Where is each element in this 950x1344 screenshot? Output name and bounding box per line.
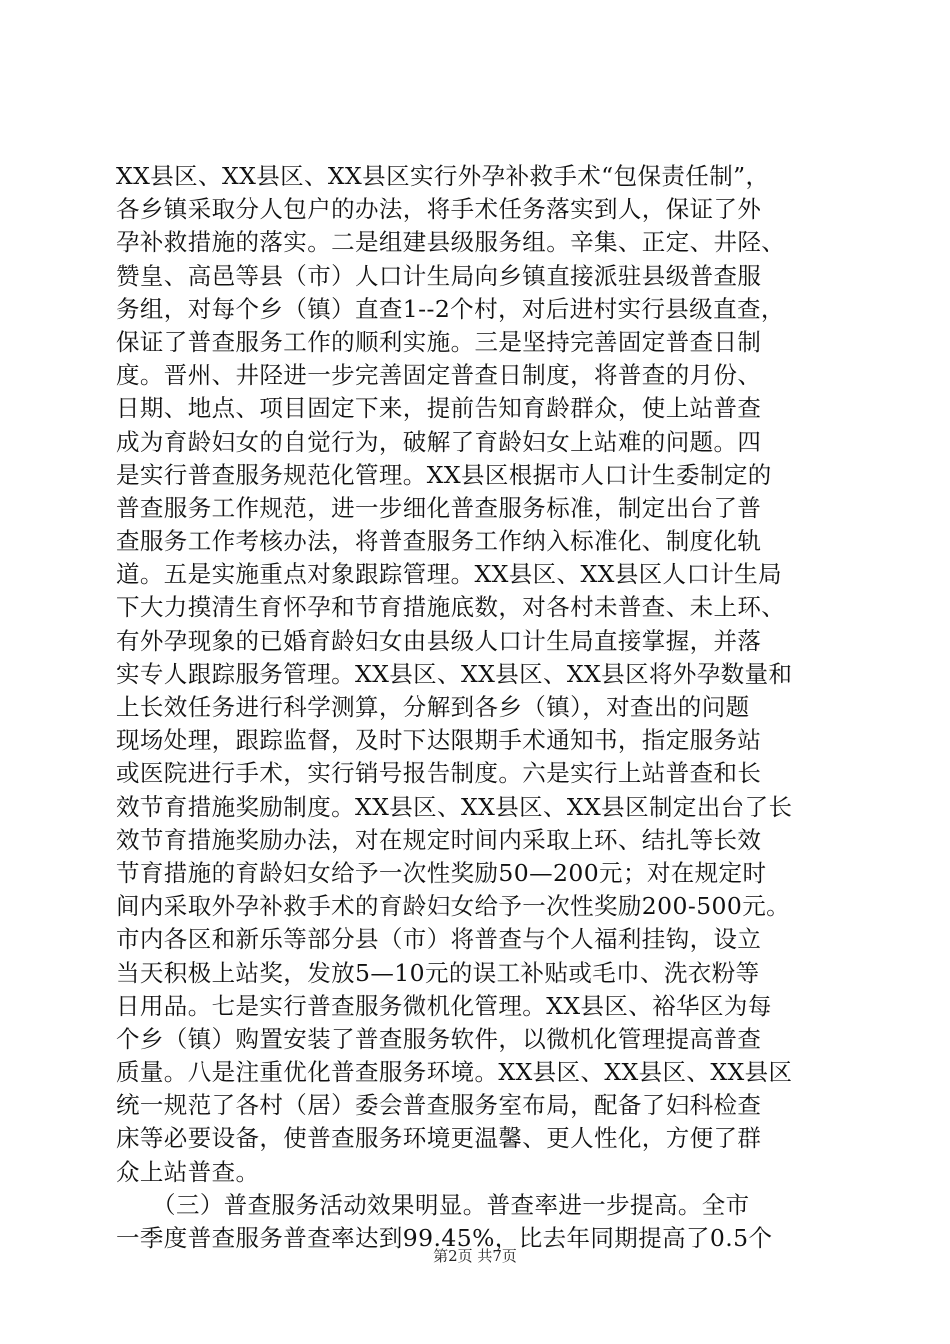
text-line: 实专人跟踪服务管理。XX县区、XX县区、XX县区将外孕数量和	[116, 659, 793, 688]
text-line: 当天积极上站奖，发放5—10元的误工补贴或毛巾、洗衣粉等	[116, 958, 760, 987]
text-line: 市内各区和新乐等部分县（市）将普查与个人福利挂钩，设立	[116, 925, 762, 954]
text-line: 个乡（镇）购置安装了普查服务软件，以微机化管理提高普查	[116, 1024, 762, 1053]
text-line: 上长效任务进行科学测算，分解到各乡（镇），对查出的问题	[116, 693, 750, 721]
text-line: XX县区、XX县区、XX县区实行外孕补救手术“包保责任制”，	[116, 162, 770, 190]
text-line: 或医院进行手术，实行销号报告制度。六是实行上站普查和长	[116, 759, 762, 788]
page-footer: 第2页 共7页	[433, 1247, 517, 1265]
text-line: 节育措施的育龄妇女给予一次性奖励50—200元；对在规定时	[116, 858, 767, 887]
text-line: 普查服务工作规范，进一步细化普查服务标准，制定出台了普	[116, 493, 762, 522]
text-line: （三）普查服务活动效果明显。普查率进一步提高。全市	[116, 1190, 750, 1219]
text-line: 效节育措施奖励办法，对在规定时间内采取上环、结扎等长效	[116, 825, 762, 854]
text-line: 赞皇、高邑等县（市）人口计生局向乡镇直接派驻县级普查服	[116, 261, 762, 290]
text-line: 下大力摸清生育怀孕和节育措施底数，对各村未普查、未上环、	[116, 593, 786, 622]
text-line: 度。晋州、井陉进一步完善固定普查日制度，将普查的月份、	[116, 361, 762, 390]
text-line: 是实行普查服务规范化管理。XX县区根据市人口计生委制定的	[116, 460, 772, 489]
text-line: 众上站普查。	[116, 1157, 260, 1186]
text-line: 有外孕现象的已婚育龄妇女由县级人口计生局直接掌握，并落	[116, 626, 762, 655]
text-line: 间内采取外孕补救手术的育龄妇女给予一次性奖励200-500元。	[116, 892, 791, 921]
text-line: 一季度普查服务普查率达到99.45%，比去年同期提高了0.5个	[116, 1224, 773, 1252]
text-line: 孕补救措施的落实。二是组建县级服务组。辛集、正定、井陉、	[116, 228, 786, 257]
text-line: 床等必要设备，使普查服务环境更温馨、更人性化，方便了群	[116, 1124, 762, 1153]
text-line: 查服务工作考核办法，将普查服务工作纳入标准化、制度化轨	[116, 527, 762, 556]
text-line: 保证了普查服务工作的顺利实施。三是坚持完善固定普查日制	[116, 327, 762, 356]
text-line: 质量。八是注重优化普查服务环境。XX县区、XX县区、XX县区	[116, 1058, 793, 1087]
text-line: 统一规范了各村（居）委会普查服务室布局，配备了妇科检查	[116, 1091, 762, 1120]
text-line: 成为育龄妇女的自觉行为，破解了育龄妇女上站难的问题。四	[116, 427, 762, 456]
text-line: 道。五是实施重点对象跟踪管理。XX县区、XX县区人口计生局	[116, 560, 783, 589]
text-line: 各乡镇采取分人包户的办法，将手术任务落实到人，保证了外	[116, 195, 762, 224]
text-line: 现场处理，跟踪监督，及时下达限期手术通知书，指定服务站	[116, 726, 762, 755]
text-line: 日期、地点、项目固定下来，提前告知育龄群众，使上站普查	[116, 394, 762, 423]
text-line: 务组，对每个乡（镇）直查1--2个村，对后进村实行县级直查，	[116, 294, 785, 323]
text-line: 效节育措施奖励制度。XX县区、XX县区、XX县区制定出台了长	[116, 792, 793, 821]
text-line: 日用品。七是实行普查服务微机化管理。XX县区、裕华区为每	[116, 991, 772, 1020]
body-text	[116, 160, 836, 1255]
